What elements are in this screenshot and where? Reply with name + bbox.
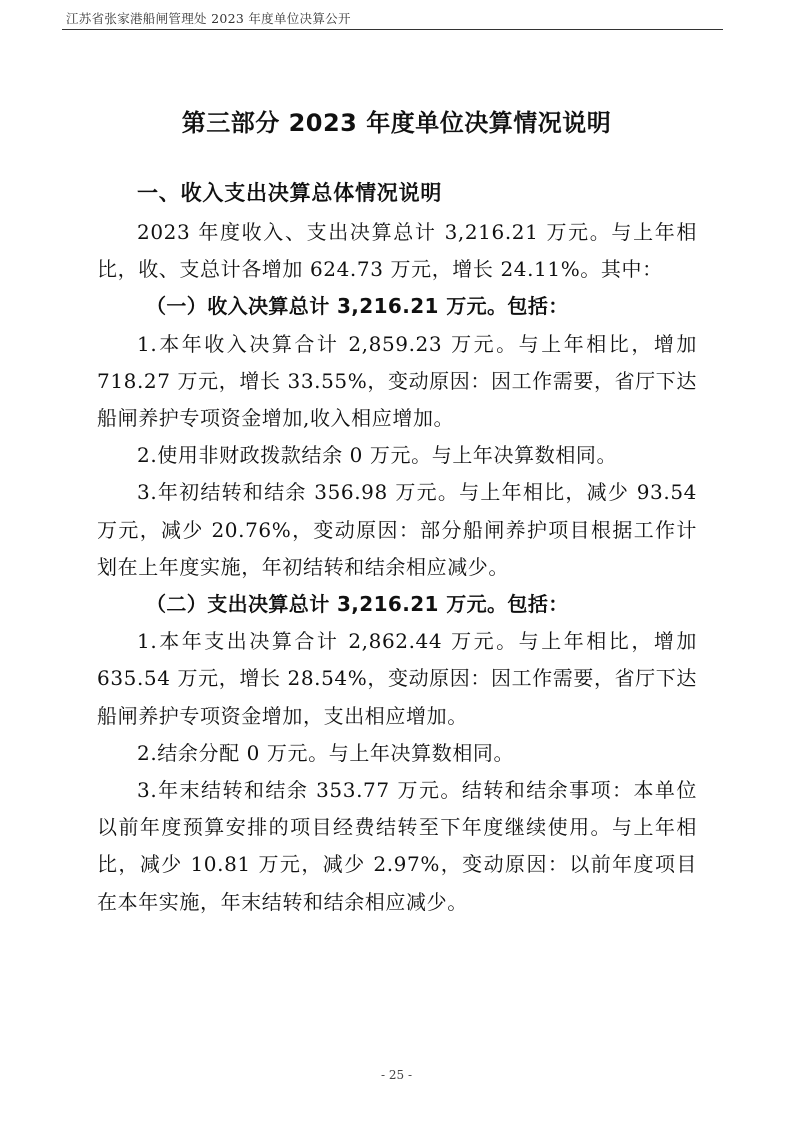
expense-subheading: （二）支出决算总计 3,216.21 万元。包括： <box>146 592 569 617</box>
income-subheading: （一）收入决算总计 3,216.21 万元。包括： <box>146 294 569 319</box>
expense-item-1: 1.本年支出决算合计 2,862.44 万元。与上年相比，增加 635.54 万元，增长 28.54%，变动原因：因工作需要，省厅下达船闸养护专项资金增加，支出相应增加。 <box>97 629 697 728</box>
running-header: 江苏省张家港船闸管理处 2023 年度单位决算公开 <box>66 11 351 26</box>
page-number: - 25 - <box>380 1068 412 1082</box>
income-item-3: 3.年初结转和结余 356.98 万元。与上年相比，减少 93.54 万元，减少 20.76%，变动原因：部分船闸养护项目根据工作计划在上年度实施，年初结转和结余相应减少。 <box>97 480 697 579</box>
expense-item-3: 3.年末结转和结余 353.77 万元。结转和结余事项：本单位以前年度预算安排的项目经费结转至下年度继续使用。与上年相比，减少 10.81 万元，减少 2.97%，变动原因：以前年度项目在本年实施，年末结转和结余相应减少。 <box>97 778 697 914</box>
page-title: 第三部分 2023 年度单位决算情况说明 <box>181 109 612 137</box>
header-rule <box>62 29 723 30</box>
intro-paragraph: 2023 年度收入、支出决算总计 3,216.21 万元。与上年相比，收、支总计各增加 624.73 万元，增长 24.11%。其中： <box>97 220 697 282</box>
income-item-1: 1.本年收入决算合计 2,859.23 万元。与上年相比，增加 718.27 万元，增长 33.55%，变动原因：因工作需要，省厅下达船闸养护专项资金增加,收入相应增加。 <box>97 331 697 431</box>
income-item-2: 2.使用非财政拨款结余 0 万元。与上年决算数相同。 <box>137 443 618 468</box>
section-heading: 一、收入支出决算总体情况说明 <box>137 181 443 205</box>
expense-item-2: 2.结余分配 0 万元。与上年决算数相同。 <box>137 740 515 765</box>
body-text <box>97 214 697 921</box>
